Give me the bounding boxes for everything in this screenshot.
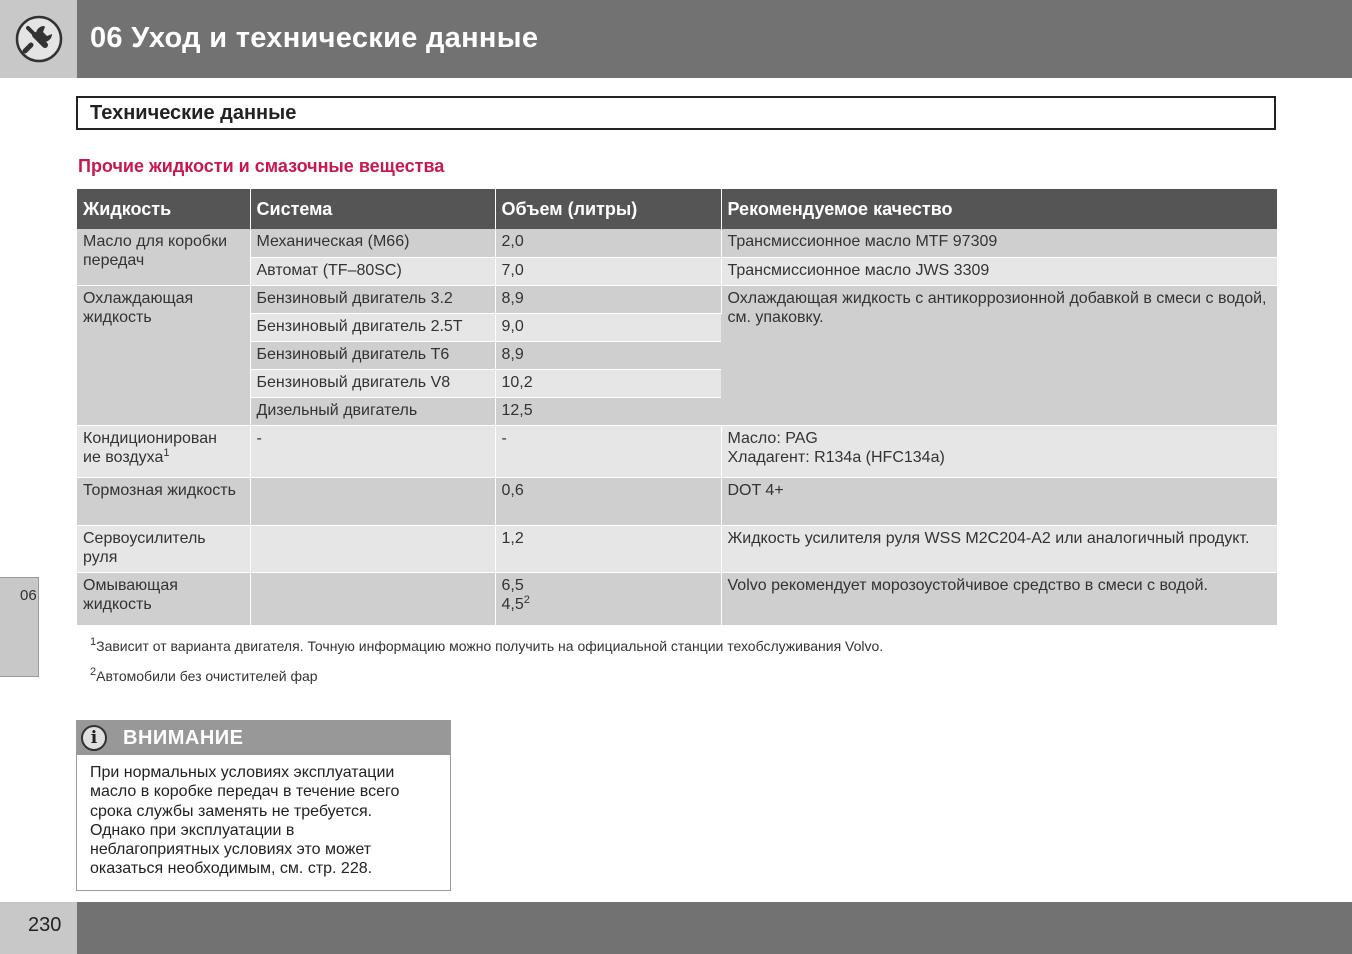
- info-icon: i: [81, 725, 107, 751]
- warning-box: [76, 720, 451, 891]
- header-volume: Объем (литры): [495, 189, 721, 229]
- section-title: Технические данные: [90, 102, 297, 124]
- system-cell: [250, 477, 495, 525]
- header-system: Система: [250, 189, 495, 229]
- quality-cell: Жидкость усилителя руля WSS M2C204-A2 или аналогичный продукт.: [721, 525, 1277, 572]
- page-number: 230: [28, 914, 62, 936]
- fluid-cell: Тормозная жидкость: [77, 477, 250, 525]
- warning-text: [77, 755, 450, 879]
- footnote-text: Автомобили без очистителей фар: [96, 668, 318, 684]
- header-bar: [77, 0, 1352, 78]
- fluid-line: Кондиционирован: [83, 429, 217, 447]
- system-cell: Механическая (M66): [250, 229, 495, 257]
- warning-header: [77, 721, 450, 755]
- quality-cell: [721, 425, 1277, 477]
- warning-line: срока службы заменять не требуется.: [90, 802, 373, 820]
- system-cell: Дизельный двигатель: [250, 397, 495, 425]
- subsection-title: Прочие жидкости и смазочные вещества: [78, 156, 445, 176]
- warning-line: Однако при эксплуатации в: [90, 821, 295, 839]
- warning-title: ВНИМАНИЕ: [123, 727, 244, 749]
- section-header: [76, 96, 1276, 130]
- footnote-mark: 2: [90, 666, 97, 678]
- volume-cell: 8,9: [495, 341, 721, 369]
- warning-line: неблагоприятных условиях это может: [90, 841, 372, 859]
- system-cell: -: [250, 425, 495, 477]
- fluid-cell-ac: [77, 425, 250, 477]
- chapter-title: 06 Уход и технические данные: [90, 22, 539, 54]
- fluid-line: ие воздуха: [83, 448, 164, 466]
- footnote-2: [90, 668, 318, 684]
- system-cell: Бензиновый двигатель T6: [250, 341, 495, 369]
- system-cell: Бензиновый двигатель V8: [250, 369, 495, 397]
- volume-cell: 7,0: [495, 257, 721, 285]
- warning-line: оказаться необходимым, см. стр. 228.: [90, 860, 373, 878]
- fluid-cell: Сервоусилитель руля: [77, 525, 250, 572]
- footnote-mark: 1: [163, 446, 170, 459]
- quality-cell: Трансмиссионное масло JWS 3309: [721, 257, 1277, 285]
- footer-bar: [77, 902, 1352, 954]
- volume-cell: 0,6: [495, 477, 721, 525]
- footnote-mark: 2: [523, 593, 530, 606]
- footnote-1: [90, 638, 883, 654]
- volume-cell: -: [495, 425, 721, 477]
- wrench-icon: [14, 14, 64, 64]
- quality-cell: DOT 4+: [721, 477, 1277, 525]
- chapter-side-tab: [0, 577, 39, 677]
- volume-cell: 8,9: [495, 285, 721, 313]
- volume-cell: 1,2: [495, 525, 721, 572]
- table-row: [77, 425, 1277, 477]
- quality-line: Масло: PAG: [727, 429, 818, 447]
- quality-cell: Трансмиссионное масло MTF 97309: [721, 229, 1277, 257]
- chapter-tab-label: 06: [20, 587, 37, 604]
- system-cell: [250, 525, 495, 572]
- volume-cell: [495, 572, 721, 625]
- header-quality: Рекомендуемое качество: [721, 189, 1277, 229]
- quality-cell: Volvo рекомендует морозоустойчивое средство в смеси с водой.: [721, 572, 1277, 625]
- volume-cell: 2,0: [495, 229, 721, 257]
- fluid-cell: Омывающая жидкость: [77, 572, 250, 625]
- volume-cell: 12,5: [495, 397, 721, 425]
- volume-cell: 10,2: [495, 369, 721, 397]
- fluid-cell-coolant: Охлаждающая жидкость: [77, 285, 250, 425]
- footnote-text: Зависит от варианта двигателя. Точную информацию можно получить на официальной станции техобслуживания Volvo.: [96, 638, 884, 654]
- system-cell: [250, 572, 495, 625]
- table-header-row: [77, 189, 1277, 229]
- volume-line: 4,5: [501, 595, 524, 613]
- table-row: [77, 257, 1277, 285]
- table-row: [77, 525, 1277, 572]
- quality-line: Хладагент: R134a (HFC134a): [727, 448, 945, 466]
- warning-line: масло в коробке передач в течение всего: [90, 783, 400, 801]
- fluids-table: [77, 189, 1277, 626]
- footnote-mark: 1: [90, 636, 97, 648]
- system-cell: Бензиновый двигатель 2.5T: [250, 313, 495, 341]
- header-fluid: Жидкость: [77, 189, 250, 229]
- table-row: [77, 572, 1277, 625]
- table-row: [77, 229, 1277, 257]
- table-row: [77, 285, 1277, 313]
- quality-cell-coolant: Охлаждающая жидкость с антикоррозионной добавкой в смеси с водой, см. упаковку.: [721, 285, 1277, 425]
- chapter-icon-box: [0, 0, 77, 78]
- system-cell: Автомат (TF–80SC): [250, 257, 495, 285]
- table-row: [77, 477, 1277, 525]
- warning-line: При нормальных условиях эксплуатации: [90, 764, 395, 781]
- page-number-box: [0, 902, 77, 954]
- system-cell: Бензиновый двигатель 3.2: [250, 285, 495, 313]
- volume-cell: 9,0: [495, 313, 721, 341]
- volume-line: 6,5: [501, 576, 524, 594]
- fluid-cell-gearbox: Масло для коробки передач: [77, 229, 250, 285]
